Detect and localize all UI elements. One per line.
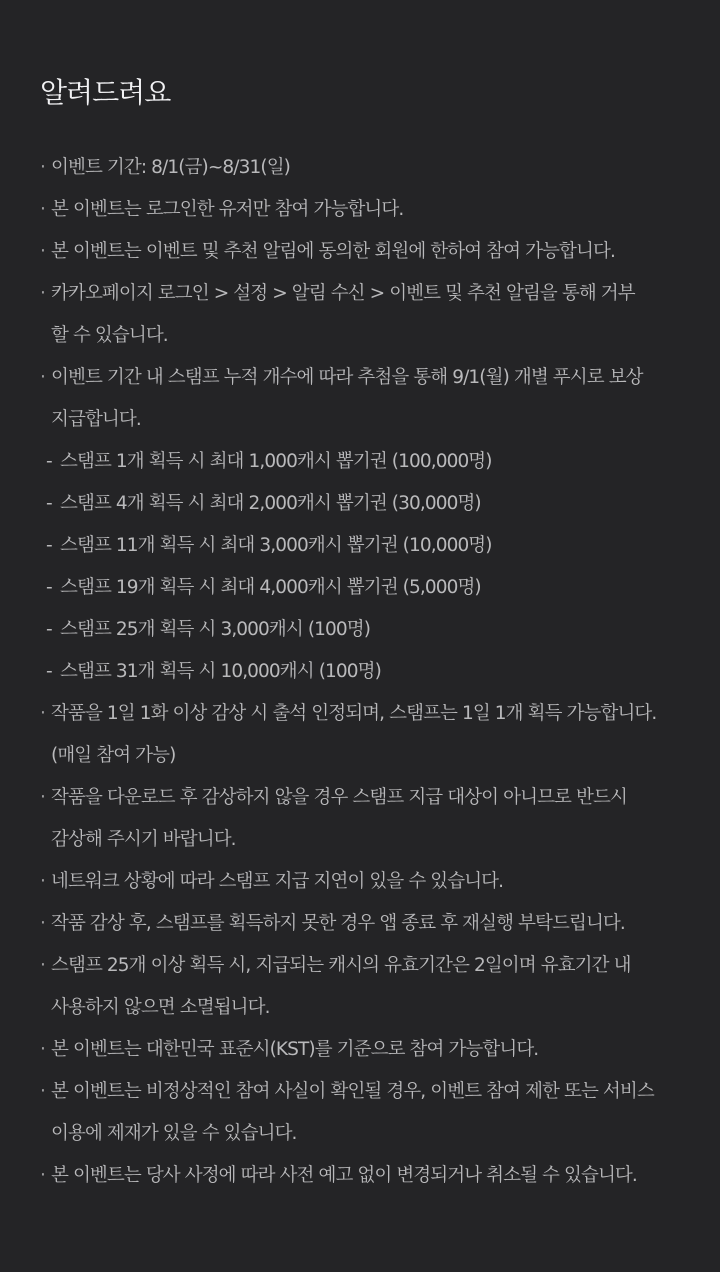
notice-item	[40, 1155, 680, 1197]
notice-item-text: 이용에 제재가 있을 수 있습니다.	[51, 1123, 297, 1144]
notice-item-text: 카카오페이지 로그인 > 설정 > 알림 수신 > 이벤트 및 추천 알림을 통해 거부	[51, 283, 635, 304]
notice-item-text: 본 이벤트는 대한민국 표준시(KST)를 기준으로 참여 가능합니다.	[51, 1039, 539, 1060]
bullet-dot: ·	[40, 703, 45, 724]
notice-title: 알려드려요	[40, 76, 171, 109]
dash-marker: -	[46, 577, 52, 598]
notice-item-text: 할 수 있습니다.	[51, 325, 168, 346]
bullet-dot: ·	[40, 871, 45, 892]
notice-item	[40, 231, 680, 273]
bullet-dot: ·	[40, 955, 45, 976]
bullet-dot: ·	[40, 283, 45, 304]
notice-subitem-text: 스탬프 25개 획득 시 3,000캐시 (100명)	[60, 619, 371, 640]
notice-item-text: 본 이벤트는 이벤트 및 추천 알림에 동의한 회원에 한하여 참여 가능합니다.	[51, 241, 615, 262]
notice-item-text: 사용하지 않으면 소멸됩니다.	[51, 997, 270, 1018]
notice-item-text: 감상해 주시기 바랍니다.	[51, 829, 236, 850]
notice-subitem	[40, 441, 680, 483]
bullet-dot: ·	[40, 157, 45, 178]
notice-subitem-text: 스탬프 1개 획득 시 최대 1,000캐시 뽑기권 (100,000명)	[60, 451, 492, 472]
notice-item	[40, 693, 680, 777]
bullet-dot: ·	[40, 241, 45, 262]
notice-subitem	[40, 567, 680, 609]
notice-subitem	[40, 651, 680, 693]
notice-subitem-text: 스탬프 31개 획득 시 10,000캐시 (100명)	[60, 661, 381, 682]
notice-item-text: 이벤트 기간: 8/1(금)~8/31(일)	[51, 157, 290, 178]
notice-item-text: 스탬프 25개 이상 획득 시, 지급되는 캐시의 유효기간은 2일이며 유효기간 내	[51, 955, 631, 976]
notice-item	[40, 1029, 680, 1071]
notice-item-text: 작품 감상 후, 스탬프를 획득하지 못한 경우 앱 종료 후 재실행 부탁드립니다.	[51, 913, 625, 934]
notice-item-text: 작품을 다운로드 후 감상하지 않을 경우 스탬프 지급 대상이 아니므로 반드시	[51, 787, 627, 808]
notice-item-text: 본 이벤트는 비정상적인 참여 사실이 확인될 경우, 이벤트 참여 제한 또는 서비스	[51, 1081, 654, 1102]
bullet-dot: ·	[40, 913, 45, 934]
notice-item	[40, 273, 680, 357]
notice-item-text: 본 이벤트는 당사 사정에 따라 사전 예고 없이 변경되거나 취소될 수 있습니다.	[51, 1165, 637, 1186]
bullet-dot: ·	[40, 199, 45, 220]
notice-subitem-text: 스탬프 4개 획득 시 최대 2,000캐시 뽑기권 (30,000명)	[60, 493, 481, 514]
notice-list	[40, 147, 680, 1197]
dash-marker: -	[46, 535, 52, 556]
notice-item	[40, 1071, 680, 1155]
bullet-dot: ·	[40, 367, 45, 388]
notice-item	[40, 147, 680, 189]
bullet-dot: ·	[40, 787, 45, 808]
notice-subitem	[40, 525, 680, 567]
notice-subitem	[40, 483, 680, 525]
notice-item	[40, 357, 680, 441]
notice-item	[40, 945, 680, 1029]
notice-subitem-text: 스탬프 19개 획득 시 최대 4,000캐시 뽑기권 (5,000명)	[60, 577, 481, 598]
notice-item-text: 이벤트 기간 내 스탬프 누적 개수에 따라 추첨을 통해 9/1(월) 개별 푸시로 보상	[51, 367, 643, 388]
dash-marker: -	[46, 451, 52, 472]
bullet-dot: ·	[40, 1081, 45, 1102]
notice-subitem	[40, 609, 680, 651]
notice-item-text: (매일 참여 가능)	[51, 745, 176, 766]
notice-item	[40, 861, 680, 903]
notice-item	[40, 903, 680, 945]
dash-marker: -	[46, 661, 52, 682]
notice-item-text: 지급합니다.	[51, 409, 141, 430]
bullet-dot: ·	[40, 1165, 45, 1186]
notice-item-text: 작품을 1일 1화 이상 감상 시 출석 인정되며, 스탬프는 1일 1개 획득 가능합니다.	[51, 703, 657, 724]
notice-item-text: 본 이벤트는 로그인한 유저만 참여 가능합니다.	[51, 199, 404, 220]
bullet-dot: ·	[40, 1039, 45, 1060]
notice-item-text: 네트워크 상황에 따라 스탬프 지급 지연이 있을 수 있습니다.	[51, 871, 504, 892]
notice-subitem-text: 스탬프 11개 획득 시 최대 3,000캐시 뽑기권 (10,000명)	[60, 535, 492, 556]
notice-item	[40, 777, 680, 861]
dash-marker: -	[46, 619, 52, 640]
notice-item	[40, 189, 680, 231]
dash-marker: -	[46, 493, 52, 514]
